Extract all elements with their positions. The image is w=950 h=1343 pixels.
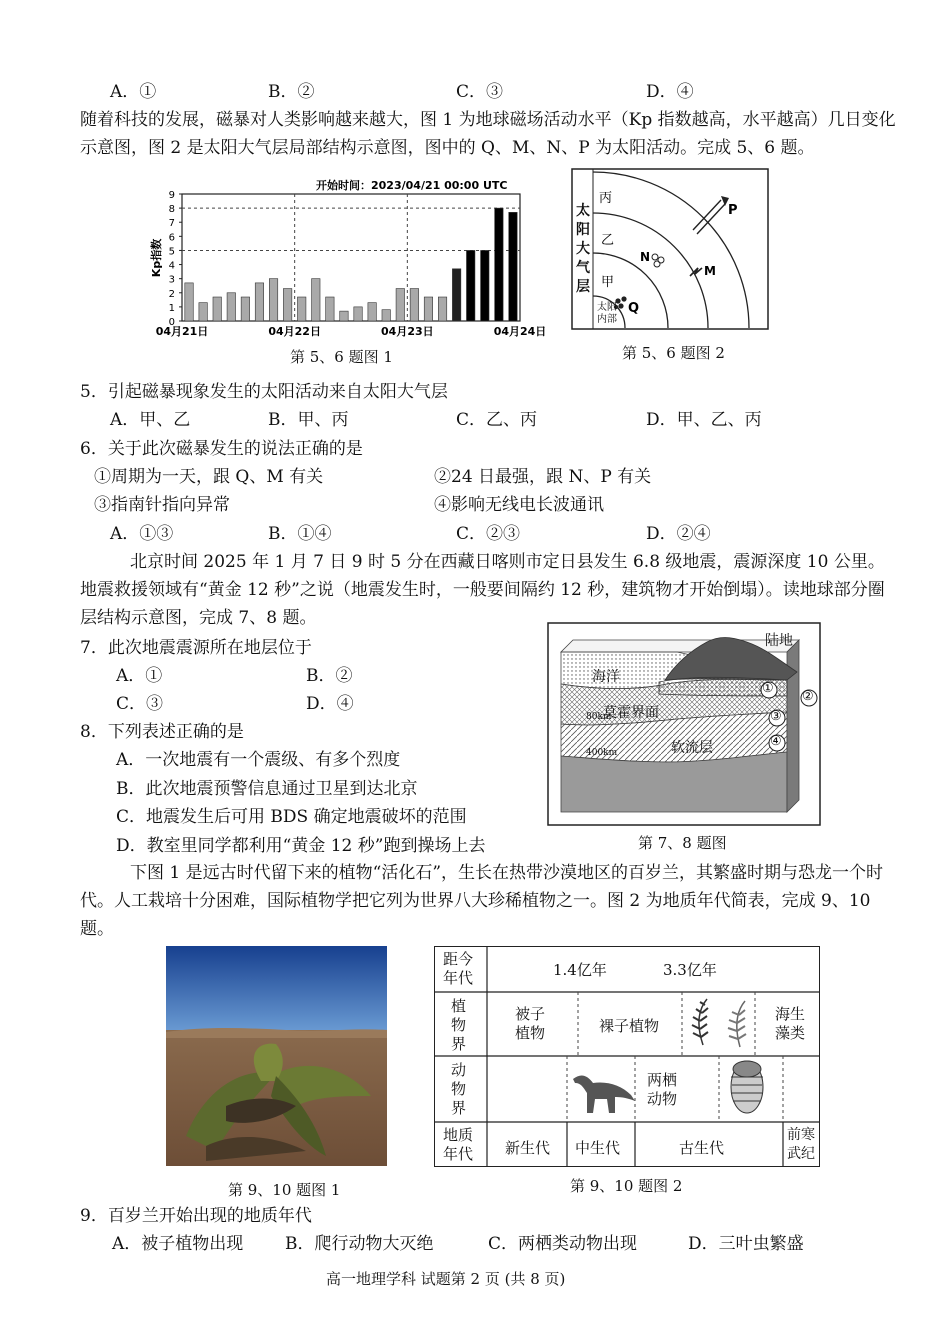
figure-caption-9-10-2: 第 9、10 题图 2 bbox=[570, 1177, 683, 1195]
kp-bar bbox=[424, 297, 432, 321]
intro-questions-9-10: 下图 1 是远古时代留下来的植物“活化石”，生长在热带沙漠地区的百岁兰，其繁盛时期与恐龙一个时代。人工栽培十分困难，国际植物学把它列为世界八大珍稀植物之一。图 2 为地质年代简表，完成 9、10 题。 bbox=[80, 863, 884, 939]
q7-stem: 7．此次地震震源所在地层位于 bbox=[80, 638, 312, 658]
depth-400km-label: 400km bbox=[586, 748, 618, 758]
figure-caption-7-8: 第 7、8 题图 bbox=[638, 834, 727, 852]
kp-bar bbox=[509, 212, 517, 321]
depth-80km-label: 80km bbox=[586, 712, 612, 722]
layer-1-label: ① bbox=[762, 681, 774, 696]
q6-option-b: B．①④ bbox=[268, 524, 332, 544]
q6-option-a: A．①③ bbox=[110, 524, 174, 544]
kp-bar bbox=[227, 293, 235, 321]
q9-stem: 9．百岁兰开始出现的地质年代 bbox=[80, 1206, 312, 1226]
kp-bar bbox=[382, 310, 390, 321]
era-paleozoic: 古生代 bbox=[679, 1139, 725, 1157]
q7-option-a: A．① bbox=[116, 666, 163, 686]
kp-bar bbox=[297, 297, 305, 321]
kp-bar bbox=[185, 283, 193, 321]
land-label: 陆地 bbox=[765, 633, 793, 649]
sun-interior-label: 太阳内部 bbox=[597, 302, 617, 325]
layer-yi-label: 乙 bbox=[601, 233, 615, 248]
row-head-animals: 动物界 bbox=[451, 1061, 467, 1117]
row-head-era: 地质年代 bbox=[443, 1126, 474, 1163]
q5-stem: 5．引起磁暴现象发生的太阳活动来自太阳大气层 bbox=[80, 382, 448, 402]
y-tick-label: 0 bbox=[168, 317, 175, 328]
chart-header: 开始时间：2023/04/21 00:00 UTC bbox=[316, 179, 508, 192]
q9-option-b: B．爬行动物大灭绝 bbox=[285, 1234, 434, 1254]
q5-option-b: B．甲、丙 bbox=[268, 410, 349, 430]
q4-option-c: C．③ bbox=[456, 82, 504, 102]
kp-bar bbox=[269, 279, 277, 321]
asthenosphere-label: 软流层 bbox=[671, 740, 713, 756]
solar-atmosphere-side-label: 太阳大气层 bbox=[576, 203, 590, 295]
x-day-label: 04月23日 bbox=[381, 325, 434, 338]
marker-m: M bbox=[704, 264, 716, 278]
marine-algae-cell: 海生藻类 bbox=[775, 1005, 806, 1042]
era-precambrian: 前寒武纪 bbox=[787, 1127, 815, 1162]
y-tick-label: 5 bbox=[168, 246, 175, 258]
q8-option-a: A．一次地震有一个震级、有多个烈度 bbox=[116, 750, 401, 770]
y-tick-label: 3 bbox=[168, 274, 175, 286]
era-mesozoic: 中生代 bbox=[575, 1139, 621, 1157]
page-footer: 高一地理学科 试题第 2 页 (共 8 页) bbox=[326, 1270, 566, 1288]
q4-option-b: B．② bbox=[268, 82, 315, 102]
kp-bar bbox=[340, 311, 348, 321]
time-3-3: 3.3亿年 bbox=[663, 961, 717, 979]
kp-bar bbox=[410, 289, 418, 321]
kp-bar bbox=[241, 297, 249, 321]
layer-2-label: ② bbox=[802, 689, 814, 704]
kp-bar bbox=[312, 279, 320, 321]
layer-jia-label: 甲 bbox=[601, 275, 615, 290]
amphibian-cell: 两栖动物 bbox=[647, 1071, 678, 1108]
q4-option-d: D．④ bbox=[646, 82, 694, 102]
x-day-label: 04月24日 bbox=[493, 325, 547, 338]
kp-bar bbox=[283, 289, 291, 321]
kp-bar bbox=[354, 307, 362, 321]
y-tick-label: 9 bbox=[168, 190, 175, 201]
y-tick-label: 4 bbox=[168, 260, 175, 272]
earth-layer-diagram bbox=[547, 622, 821, 826]
geological-time-table bbox=[434, 946, 820, 1167]
y-tick-label: 6 bbox=[168, 232, 175, 244]
q5-option-c: C．乙、丙 bbox=[456, 410, 538, 430]
angiosperm-cell: 被子植物 bbox=[515, 1005, 546, 1042]
gymnosperm-cell: 裸子植物 bbox=[599, 1017, 660, 1035]
q8-stem: 8．下列表述正确的是 bbox=[80, 722, 244, 742]
row-head-plants: 植物界 bbox=[451, 997, 467, 1053]
q6-stem: 6．关于此次磁暴发生的说法正确的是 bbox=[80, 439, 363, 459]
kp-bar bbox=[199, 303, 207, 321]
y-tick-label: 7 bbox=[168, 218, 175, 230]
kp-bar bbox=[452, 269, 460, 321]
kp-bar bbox=[213, 297, 221, 321]
intro-questions-5-6: 随着科技的发展，磁暴对人类影响越来越大，图 1 为地球磁场活动水平（Kp 指数越高，水平越高）几日变化示意图，图 2 是太阳大气层局部结构示意图，图中的 Q、M、N、P 为太阳活动。完成 5、6 题。 bbox=[80, 110, 896, 158]
marker-p: P bbox=[728, 203, 738, 218]
welwitschia-photo bbox=[166, 946, 387, 1166]
y-tick-label: 2 bbox=[168, 288, 175, 300]
kp-bar bbox=[368, 303, 376, 321]
marker-q: Q bbox=[628, 301, 640, 316]
x-day-label: 04月21日 bbox=[155, 325, 209, 338]
q7-option-b: B．② bbox=[306, 666, 353, 686]
row-head-time: 距今年代 bbox=[443, 950, 474, 987]
kp-bar bbox=[326, 297, 334, 321]
era-cenozoic: 新生代 bbox=[505, 1139, 551, 1157]
q8-option-b: B．此次地震预警信息通过卫星到达北京 bbox=[116, 779, 418, 799]
q8-option-c: C．地震发生后可用 BDS 确定地震破坏的范围 bbox=[116, 807, 467, 827]
marker-n: N bbox=[640, 250, 651, 264]
q5-option-d: D．甲、乙、丙 bbox=[646, 410, 762, 430]
q6-item-3: ③指南针指向异常 bbox=[94, 495, 230, 515]
q9-option-c: C．两栖类动物出现 bbox=[488, 1234, 638, 1254]
q6-item-2: ②24 日最强，跟 N、P 有关 bbox=[434, 467, 652, 487]
y-tick-label: 8 bbox=[168, 204, 175, 216]
kp-bar bbox=[255, 283, 263, 321]
q8-option-d: D．教室里同学都利用“黄金 12 秒”跑到操场上去 bbox=[116, 836, 486, 856]
q6-item-4: ④影响无线电长波通讯 bbox=[434, 495, 604, 515]
q6-option-c: C．②③ bbox=[456, 524, 521, 544]
y-axis-label: Kp指数 bbox=[150, 238, 163, 278]
q6-option-d: D．②④ bbox=[646, 524, 711, 544]
layer-bing-label: 丙 bbox=[599, 191, 613, 206]
kp-bar bbox=[466, 250, 474, 321]
dinosaur-icon bbox=[573, 1076, 635, 1113]
kp-bar bbox=[438, 297, 446, 321]
layer-3-label: ③ bbox=[770, 709, 782, 724]
kp-index-chart bbox=[148, 176, 558, 346]
figure-caption-5-6-2: 第 5、6 题图 2 bbox=[622, 344, 725, 362]
q7-option-c: C．③ bbox=[116, 694, 164, 714]
trilobite-icon bbox=[731, 1061, 763, 1113]
kp-bar bbox=[495, 208, 503, 321]
y-tick-label: 1 bbox=[168, 302, 175, 314]
q9-option-d: D．三叶虫繁盛 bbox=[688, 1234, 804, 1254]
intro-questions-7-8: 北京时间 2025 年 1 月 7 日 9 时 5 分在西藏日喀则市定日县发生 6.8 级地震，震源深度 10 公里。地震救援领域有“黄金 12 秒”之说（地震发生时，一般要间隔约 12 秒，建筑物才开始倒塌）。读地球部分圈层结构示意图，完成 7、8 题。 bbox=[80, 552, 885, 628]
figure-caption-5-6-1: 第 5、6 题图 1 bbox=[290, 348, 393, 366]
layer-4-label: ④ bbox=[770, 734, 782, 749]
q5-option-a: A．甲、乙 bbox=[110, 410, 191, 430]
q9-option-a: A．被子植物出现 bbox=[112, 1234, 244, 1254]
time-1-4: 1.4亿年 bbox=[553, 961, 607, 979]
x-day-label: 04月22日 bbox=[268, 325, 321, 338]
kp-bar bbox=[481, 250, 489, 321]
moho-label: 莫霍界面 bbox=[603, 705, 659, 721]
q6-item-1: ①周期为一天，跟 Q、M 有关 bbox=[94, 467, 324, 487]
ocean-label: 海洋 bbox=[592, 669, 620, 685]
q4-option-a: A．① bbox=[110, 82, 157, 102]
q7-option-d: D．④ bbox=[306, 694, 354, 714]
figure-caption-9-10-1: 第 9、10 题图 1 bbox=[228, 1181, 341, 1199]
kp-bar bbox=[396, 289, 404, 321]
fern-icon bbox=[692, 999, 746, 1047]
